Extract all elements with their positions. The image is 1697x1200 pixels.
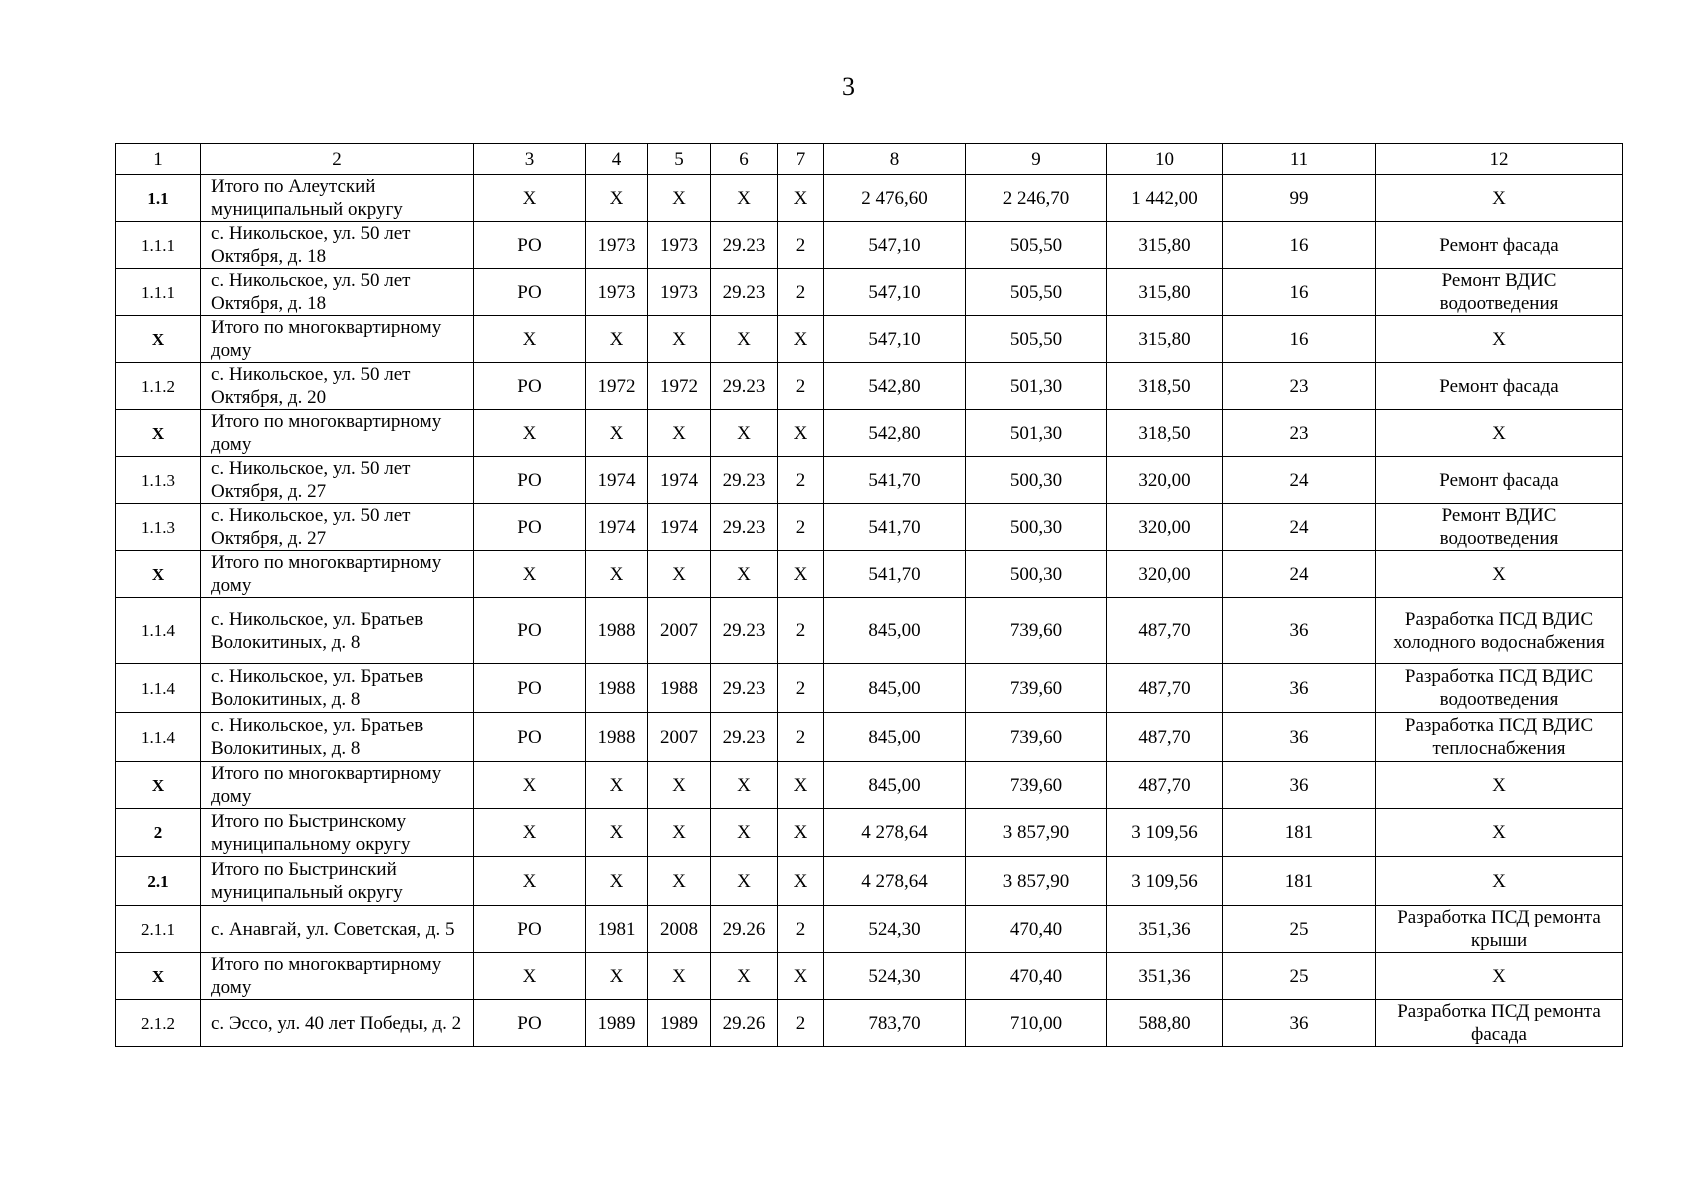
table-cell: 25 — [1223, 953, 1376, 1000]
column-number-cell: 12 — [1376, 144, 1623, 175]
table-row — [116, 713, 1623, 762]
table-cell: X — [648, 551, 711, 598]
address-cell: с. Никольское, ул. 50 лет Октября, д. 27 — [201, 504, 474, 551]
row-number-cell: 2 — [116, 809, 201, 857]
table-cell: 2007 — [648, 598, 711, 664]
address-cell: с. Никольское, ул. 50 лет Октября, д. 18 — [201, 222, 474, 269]
table-cell: РО — [474, 222, 586, 269]
table-cell: X — [474, 410, 586, 457]
table-cell: 320,00 — [1107, 504, 1223, 551]
work-type-cell: Ремонт фасада — [1376, 222, 1623, 269]
table-cell: 1974 — [586, 457, 648, 504]
table-cell: 315,80 — [1107, 222, 1223, 269]
column-number-cell: 10 — [1107, 144, 1223, 175]
table-row — [116, 457, 1623, 504]
table-cell: 500,30 — [966, 457, 1107, 504]
address-cell: с. Никольское, ул. Братьев Волокитиных, д. 8 — [201, 598, 474, 664]
table-cell: 1973 — [586, 269, 648, 316]
table-cell: X — [586, 953, 648, 1000]
work-type-cell: X — [1376, 551, 1623, 598]
table-cell: 3 109,56 — [1107, 809, 1223, 857]
table-cell: 3 857,90 — [966, 857, 1107, 906]
table-cell: 2 — [778, 504, 824, 551]
table-cell: X — [778, 762, 824, 809]
row-number-cell: X — [116, 953, 201, 1000]
table-cell: 524,30 — [824, 906, 966, 953]
table-cell: 24 — [1223, 457, 1376, 504]
table-cell: 845,00 — [824, 598, 966, 664]
table-cell: X — [586, 809, 648, 857]
table-cell: 541,70 — [824, 504, 966, 551]
row-number-cell: X — [116, 410, 201, 457]
table-cell: X — [711, 410, 778, 457]
table-cell: 547,10 — [824, 269, 966, 316]
table-cell: 29.23 — [711, 457, 778, 504]
table-cell: 547,10 — [824, 316, 966, 363]
table-body — [116, 144, 1623, 1047]
row-number-cell: 1.1.4 — [116, 598, 201, 664]
table-cell: 36 — [1223, 1000, 1376, 1047]
table-cell: 542,80 — [824, 363, 966, 410]
table-cell: 2 — [778, 269, 824, 316]
table-row — [116, 551, 1623, 598]
address-cell: Итого по Быстринский муниципальный округу — [201, 857, 474, 906]
work-type-cell: X — [1376, 953, 1623, 1000]
table-cell: 1973 — [648, 269, 711, 316]
work-type-cell: X — [1376, 175, 1623, 222]
row-number-cell: 1.1.2 — [116, 363, 201, 410]
column-number-cell: 3 — [474, 144, 586, 175]
row-number-cell: X — [116, 316, 201, 363]
table-cell: 739,60 — [966, 713, 1107, 762]
table-cell: X — [586, 410, 648, 457]
table-cell: 23 — [1223, 410, 1376, 457]
column-number-cell: 11 — [1223, 144, 1376, 175]
table-cell: 487,70 — [1107, 762, 1223, 809]
table-row — [116, 222, 1623, 269]
table-row — [116, 316, 1623, 363]
table-cell: X — [778, 857, 824, 906]
work-type-cell: Ремонт фасада — [1376, 363, 1623, 410]
table-cell: X — [474, 762, 586, 809]
table-cell: X — [586, 551, 648, 598]
table-cell: 2 476,60 — [824, 175, 966, 222]
table-cell: 3 857,90 — [966, 809, 1107, 857]
column-number-cell: 1 — [116, 144, 201, 175]
table-cell: 16 — [1223, 316, 1376, 363]
address-cell: с. Эссо, ул. 40 лет Победы, д. 2 — [201, 1000, 474, 1047]
work-type-cell: Ремонт фасада — [1376, 457, 1623, 504]
column-number-cell: 8 — [824, 144, 966, 175]
table-cell: РО — [474, 664, 586, 713]
table-cell: X — [586, 762, 648, 809]
address-cell: Итого по Быстринскому муниципальному округу — [201, 809, 474, 857]
table-cell: X — [778, 809, 824, 857]
table-row — [116, 809, 1623, 857]
column-number-cell: 2 — [201, 144, 474, 175]
table-cell: 500,30 — [966, 504, 1107, 551]
table-cell: 1989 — [648, 1000, 711, 1047]
row-number-cell: 1.1.3 — [116, 504, 201, 551]
table-cell: 24 — [1223, 504, 1376, 551]
table-cell: 1974 — [648, 504, 711, 551]
table-row — [116, 762, 1623, 809]
work-type-cell: Разработка ПСД ВДИС холодного водоснабжения — [1376, 598, 1623, 664]
table-cell: 501,30 — [966, 363, 1107, 410]
table-cell: 487,70 — [1107, 713, 1223, 762]
table-cell: 505,50 — [966, 269, 1107, 316]
table-cell: 845,00 — [824, 762, 966, 809]
address-cell: Итого по многоквартирному дому — [201, 316, 474, 363]
table-cell: 505,50 — [966, 222, 1107, 269]
table-cell: 24 — [1223, 551, 1376, 598]
table-cell: 710,00 — [966, 1000, 1107, 1047]
table-cell: X — [778, 175, 824, 222]
table-cell: 36 — [1223, 598, 1376, 664]
table-cell: РО — [474, 1000, 586, 1047]
page-number: 3 — [842, 72, 855, 101]
table-cell: X — [474, 857, 586, 906]
work-type-cell: X — [1376, 762, 1623, 809]
row-number-cell: 1.1.1 — [116, 222, 201, 269]
table-cell: 1988 — [586, 598, 648, 664]
address-cell: Итого по многоквартирному дому — [201, 551, 474, 598]
table-cell: 1973 — [648, 222, 711, 269]
table-row — [116, 906, 1623, 953]
row-number-cell: X — [116, 762, 201, 809]
table-cell: 181 — [1223, 809, 1376, 857]
table-cell: 2 246,70 — [966, 175, 1107, 222]
table-cell: 29.23 — [711, 598, 778, 664]
table-cell: 351,36 — [1107, 953, 1223, 1000]
table-cell: 547,10 — [824, 222, 966, 269]
table-cell: 1973 — [586, 222, 648, 269]
column-number-cell: 5 — [648, 144, 711, 175]
work-type-cell: Ремонт ВДИС водоотведения — [1376, 269, 1623, 316]
table-cell: РО — [474, 504, 586, 551]
table-cell: X — [711, 953, 778, 1000]
table-cell: РО — [474, 363, 586, 410]
row-number-cell: 1.1.4 — [116, 713, 201, 762]
table-cell: 2007 — [648, 713, 711, 762]
table-cell: 2008 — [648, 906, 711, 953]
work-type-cell: Разработка ПСД ВДИС теплоснабжения — [1376, 713, 1623, 762]
table-cell: 320,00 — [1107, 457, 1223, 504]
row-number-cell: 2.1 — [116, 857, 201, 906]
table-cell: 29.23 — [711, 664, 778, 713]
table-cell: 36 — [1223, 713, 1376, 762]
table-cell: 783,70 — [824, 1000, 966, 1047]
table-cell: 315,80 — [1107, 316, 1223, 363]
address-cell: с. Никольское, ул. 50 лет Октября, д. 20 — [201, 363, 474, 410]
table-cell: 524,30 — [824, 953, 966, 1000]
table-cell: 3 109,56 — [1107, 857, 1223, 906]
table-cell: 2 — [778, 906, 824, 953]
work-type-cell: X — [1376, 410, 1623, 457]
work-type-cell: Разработка ПСД ВДИС водоотведения — [1376, 664, 1623, 713]
table-cell: 351,36 — [1107, 906, 1223, 953]
table-cell: X — [474, 316, 586, 363]
table-cell: X — [474, 953, 586, 1000]
table-cell: X — [648, 953, 711, 1000]
table-cell: 2 — [778, 1000, 824, 1047]
table-cell: X — [586, 857, 648, 906]
table-cell: 1972 — [586, 363, 648, 410]
table-cell: 739,60 — [966, 598, 1107, 664]
row-number-cell: 1.1 — [116, 175, 201, 222]
address-cell: Итого по многоквартирному дому — [201, 410, 474, 457]
table-cell: 2 — [778, 664, 824, 713]
table-cell: 29.26 — [711, 906, 778, 953]
table-cell: 505,50 — [966, 316, 1107, 363]
row-number-cell: 1.1.1 — [116, 269, 201, 316]
row-number-cell: 1.1.3 — [116, 457, 201, 504]
table-cell: 2 — [778, 222, 824, 269]
table-cell: X — [711, 762, 778, 809]
table-cell: 487,70 — [1107, 664, 1223, 713]
table-cell: 320,00 — [1107, 551, 1223, 598]
table-cell: 1988 — [586, 664, 648, 713]
table-cell: 29.23 — [711, 269, 778, 316]
table-cell: 4 278,64 — [824, 857, 966, 906]
row-number-cell: 2.1.2 — [116, 1000, 201, 1047]
address-cell: с. Никольское, ул. 50 лет Октября, д. 27 — [201, 457, 474, 504]
table-cell: X — [711, 316, 778, 363]
table-cell: 1988 — [586, 713, 648, 762]
table-cell: 542,80 — [824, 410, 966, 457]
table-cell: 541,70 — [824, 457, 966, 504]
table-row — [116, 269, 1623, 316]
table-cell: 470,40 — [966, 906, 1107, 953]
table-row — [116, 504, 1623, 551]
table-row — [116, 410, 1623, 457]
address-cell: Итого по Алеутский муниципальный округу — [201, 175, 474, 222]
address-cell: Итого по многоквартирному дому — [201, 762, 474, 809]
work-type-cell: Разработка ПСД ремонта фасада — [1376, 1000, 1623, 1047]
row-number-cell: 2.1.1 — [116, 906, 201, 953]
table-cell: 318,50 — [1107, 410, 1223, 457]
work-type-cell: Ремонт ВДИС водоотведения — [1376, 504, 1623, 551]
table-cell: 739,60 — [966, 664, 1107, 713]
table-cell: 1974 — [586, 504, 648, 551]
table-cell: 1989 — [586, 1000, 648, 1047]
table-cell: X — [711, 809, 778, 857]
capital-repair-table — [115, 143, 1623, 1047]
address-cell: с. Анавгай, ул. Советская, д. 5 — [201, 906, 474, 953]
table-cell: 4 278,64 — [824, 809, 966, 857]
table-cell: 588,80 — [1107, 1000, 1223, 1047]
table-cell: 1 442,00 — [1107, 175, 1223, 222]
table-cell: X — [474, 809, 586, 857]
table-cell: 739,60 — [966, 762, 1107, 809]
table-cell: 16 — [1223, 222, 1376, 269]
table-cell: 1981 — [586, 906, 648, 953]
table-cell: X — [778, 316, 824, 363]
table-cell: 29.23 — [711, 504, 778, 551]
table-row — [116, 598, 1623, 664]
table-row — [116, 175, 1623, 222]
table-cell: 1988 — [648, 664, 711, 713]
table-cell: X — [778, 953, 824, 1000]
table-cell: 99 — [1223, 175, 1376, 222]
table-cell: X — [648, 809, 711, 857]
table-cell: X — [648, 316, 711, 363]
table-cell: X — [648, 410, 711, 457]
table-cell: 500,30 — [966, 551, 1107, 598]
table-cell: 181 — [1223, 857, 1376, 906]
row-number-cell: X — [116, 551, 201, 598]
address-cell: Итого по многоквартирному дому — [201, 953, 474, 1000]
table-cell: X — [778, 551, 824, 598]
table-row — [116, 1000, 1623, 1047]
table-cell: X — [778, 410, 824, 457]
table-cell: 2 — [778, 363, 824, 410]
table-cell: РО — [474, 906, 586, 953]
table-cell: 23 — [1223, 363, 1376, 410]
table-cell: X — [648, 857, 711, 906]
table-cell: X — [711, 175, 778, 222]
table-cell: 845,00 — [824, 664, 966, 713]
row-number-cell: 1.1.4 — [116, 664, 201, 713]
table-row — [116, 857, 1623, 906]
column-number-cell: 4 — [586, 144, 648, 175]
table-cell: X — [586, 175, 648, 222]
column-number-cell: 6 — [711, 144, 778, 175]
table-cell: X — [711, 551, 778, 598]
table-cell: 29.23 — [711, 222, 778, 269]
table-cell: РО — [474, 269, 586, 316]
table-cell: 2 — [778, 598, 824, 664]
table-row — [116, 363, 1623, 410]
table-cell: 36 — [1223, 664, 1376, 713]
work-type-cell: Разработка ПСД ремонта крыши — [1376, 906, 1623, 953]
table-cell: 541,70 — [824, 551, 966, 598]
table-cell: 315,80 — [1107, 269, 1223, 316]
table-cell: 16 — [1223, 269, 1376, 316]
table-cell: 36 — [1223, 762, 1376, 809]
table-cell: 25 — [1223, 906, 1376, 953]
table-cell: 470,40 — [966, 953, 1107, 1000]
table-row — [116, 953, 1623, 1000]
column-number-cell: 7 — [778, 144, 824, 175]
table-cell: X — [474, 551, 586, 598]
address-cell: с. Никольское, ул. Братьев Волокитиных, д. 8 — [201, 664, 474, 713]
table-cell: X — [586, 316, 648, 363]
table-cell: 2 — [778, 457, 824, 504]
table-cell: 845,00 — [824, 713, 966, 762]
table-cell: 501,30 — [966, 410, 1107, 457]
table-cell: X — [648, 762, 711, 809]
table-cell: 1972 — [648, 363, 711, 410]
address-cell: с. Никольское, ул. Братьев Волокитиных, д. 8 — [201, 713, 474, 762]
table-row — [116, 664, 1623, 713]
table-cell: 1974 — [648, 457, 711, 504]
column-number-cell: 9 — [966, 144, 1107, 175]
table-cell: 318,50 — [1107, 363, 1223, 410]
table-cell: 2 — [778, 713, 824, 762]
table-cell: 29.23 — [711, 713, 778, 762]
work-type-cell: X — [1376, 316, 1623, 363]
work-type-cell: X — [1376, 857, 1623, 906]
address-cell: с. Никольское, ул. 50 лет Октября, д. 18 — [201, 269, 474, 316]
table-cell: 29.23 — [711, 363, 778, 410]
table-cell: X — [711, 857, 778, 906]
table-cell: РО — [474, 713, 586, 762]
table-cell: X — [648, 175, 711, 222]
table-cell: РО — [474, 598, 586, 664]
header-row — [116, 144, 1623, 175]
table-cell: РО — [474, 457, 586, 504]
table-cell: X — [474, 175, 586, 222]
table-cell: 29.26 — [711, 1000, 778, 1047]
table-cell: 487,70 — [1107, 598, 1223, 664]
work-type-cell: X — [1376, 809, 1623, 857]
